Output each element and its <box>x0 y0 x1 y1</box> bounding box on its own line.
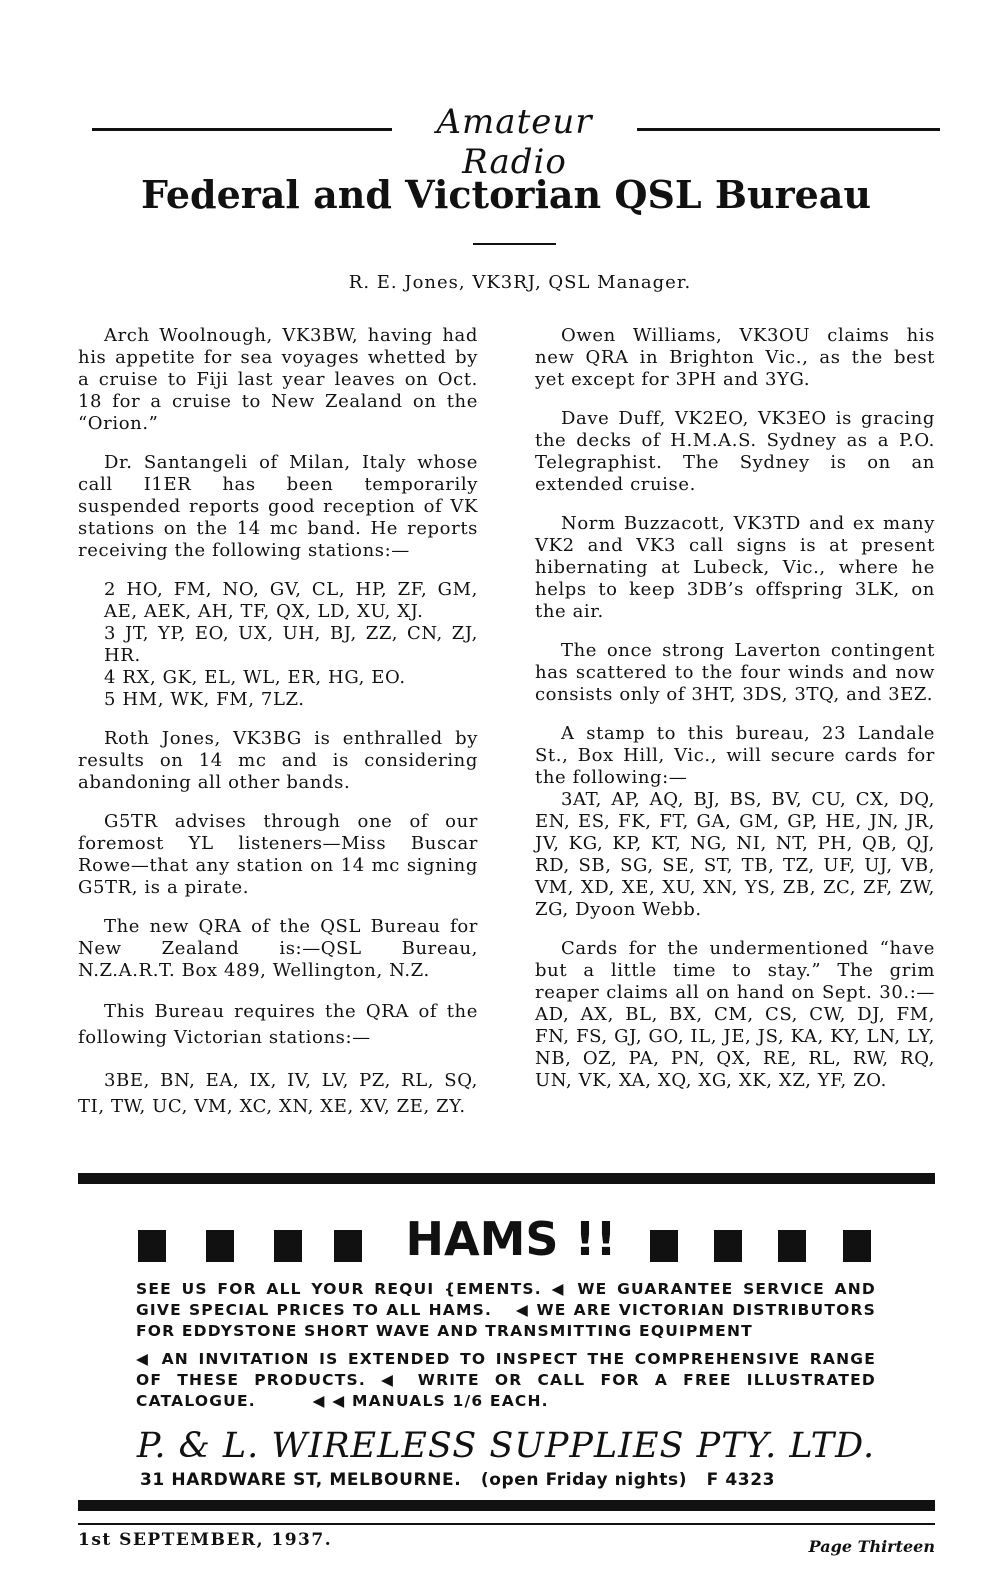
paragraph: A stamp to this bureau, 23 Landale St., Box Hill, Vic., will secure cards for the following:— <box>535 723 935 788</box>
ad-company-name: P. & L. WIRELESS SUPPLIES PTY. LTD. <box>136 1426 876 1466</box>
block-square-icon <box>274 1230 302 1262</box>
right-column <box>535 325 935 1109</box>
paragraph: 3AT, AP, AQ, BJ, BS, BV, CU, CX, DQ, EN, ES, FK, FT, GA, GM, GP, HE, JN, JR, JV, KG, KP, KT, NG, NI, NT, PH, QB, QJ, RD, SB, SG, SE, ST, TB, TZ, UF, UJ, VB, VM, XD, XE, XU, XN, YS, ZB, ZC, ZF, ZW, ZG, Dyoon Webb. <box>535 789 935 920</box>
ad-top-rule <box>78 1173 935 1184</box>
paragraph: Roth Jones, VK3BG is enthralled by results on 14 mc and is considering abandoning all other bands. <box>78 728 478 793</box>
footer-rule <box>78 1523 935 1525</box>
left-column <box>78 325 478 1137</box>
block-square-icon <box>843 1230 871 1262</box>
ad-copy-services: SEE US FOR ALL YOUR REQUI {EMENTS. ◀ WE GUARANTEE SERVICE AND GIVE SPECIAL PRICES TO ALL HAMS. ◀ WE ARE VICTORIAN DISTRIBUTORS FOR EDDYSTONE SHORT WAVE AND TRANSMITTING EQUIPMENT <box>136 1280 876 1340</box>
paragraph: Norm Buzzacott, VK3TD and ex many VK2 and VK3 call signs is at present hibernating at Lubeck, Vic., where he helps to keep 3DB’s offspring 3LK, on the air. <box>535 513 935 622</box>
ad-copy-invitation: ◀ AN INVITATION IS EXTENDED TO INSPECT THE COMPREHENSIVE RANGE OF THESE PRODUCTS. ◀ WRITE OR CALL FOR A FREE ILLUSTRATED CATALOGUE. ◀ ◀ MANUALS 1/6 EACH. <box>136 1350 876 1410</box>
issue-date: 1st SEPTEMBER, 1937. <box>78 1530 333 1550</box>
paragraph: This Bureau requires the QRA of the following Victorian stations:— <box>78 1001 478 1048</box>
ad-headline-row <box>138 1212 873 1272</box>
paragraph: 4 RX, GK, EL, WL, ER, HG, EO. <box>104 667 406 688</box>
paragraph: The new QRA of the QSL Bureau for New Zealand is:—QSL Bureau, N.Z.A.R.T. Box 489, Wellington, N.Z. <box>78 916 478 981</box>
paragraph: 5 HM, WK, FM, 7LZ. <box>104 689 305 710</box>
masthead-rule-right <box>637 128 940 131</box>
paragraph: 2 HO, FM, NO, GV, CL, HP, ZF, GM, AE, AEK, AH, TF, QX, LD, XU, XJ. <box>104 579 478 622</box>
paragraph: Arch Woolnough, VK3BW, having had his appetite for sea voyages whetted by a cruise to Fiji last year leaves on Oct. 18 for a cruise to New Zealand on the “Orion.” <box>78 325 478 434</box>
block-square-icon <box>334 1230 362 1262</box>
block-square-icon <box>714 1230 742 1262</box>
masthead <box>92 100 940 182</box>
paragraph: Dave Duff, VK2EO, VK3EO is gracing the decks of H.M.A.S. Sydney as a P.O. Telegraphist. The Sydney is on an extended cruise. <box>535 408 935 495</box>
page-number: Page Thirteen <box>808 1537 935 1556</box>
ad-headline: HAMS !! <box>405 1212 617 1266</box>
paragraph: 3BE, BN, EA, IX, IV, LV, PZ, RL, SQ, TI, TW, UC, VM, XC, XN, XE, XV, ZE, ZY. <box>78 1070 478 1117</box>
paragraph: 3 JT, YP, EO, UX, UH, BJ, ZZ, CN, ZJ, HR. <box>104 623 478 666</box>
block-square-icon <box>778 1230 806 1262</box>
masthead-title: Amateur Radio <box>436 102 593 182</box>
block-square-icon <box>650 1230 678 1262</box>
advertisement <box>78 1190 935 1490</box>
block-square-icon <box>138 1230 166 1262</box>
paragraph: G5TR advises through one of our foremost YL listeners—Miss Buscar Rowe—that any station on 14 mc signing G5TR, is a pirate. <box>78 811 478 898</box>
article-title: Federal and Victorian QSL Bureau <box>140 172 872 217</box>
paragraph: The once strong Laverton contingent has scattered to the four winds and now consists only of 3HT, 3DS, 3TQ, and 3EZ. <box>535 640 935 705</box>
masthead-rule-left <box>92 128 392 131</box>
paragraph: Dr. Santangeli of Milan, Italy whose call I1ER has been temporarily suspended reports good reception of VK stations on the 14 mc band. He reports receiving the following stations:— <box>78 452 478 561</box>
paragraph: Owen Williams, VK3OU claims his new QRA in Brighton Vic., as the best yet except for 3PH and 3YG. <box>535 325 935 390</box>
ad-bottom-rule <box>78 1500 935 1511</box>
ad-address: 31 HARDWARE ST, MELBOURNE. (open Friday nights) F 4323 <box>140 1470 776 1490</box>
block-square-icon <box>206 1230 234 1262</box>
title-rule <box>473 243 556 245</box>
paragraph: Cards for the undermentioned “have but a little time to stay.” The grim reaper claims all on hand on Sept. 30.:—AD, AX, BL, BX, CM, CS, CW, DJ, FM, FN, FS, GJ, GO, IL, JE, JS, KA, KY, LN, LY, NB, OZ, PA, PN, QX, RE, RL, RW, RQ, UN, VK, XA, XQ, XG, XK, XZ, YF, ZO. <box>535 938 935 1091</box>
article-byline: R. E. Jones, VK3RJ, QSL Manager. <box>348 272 692 293</box>
